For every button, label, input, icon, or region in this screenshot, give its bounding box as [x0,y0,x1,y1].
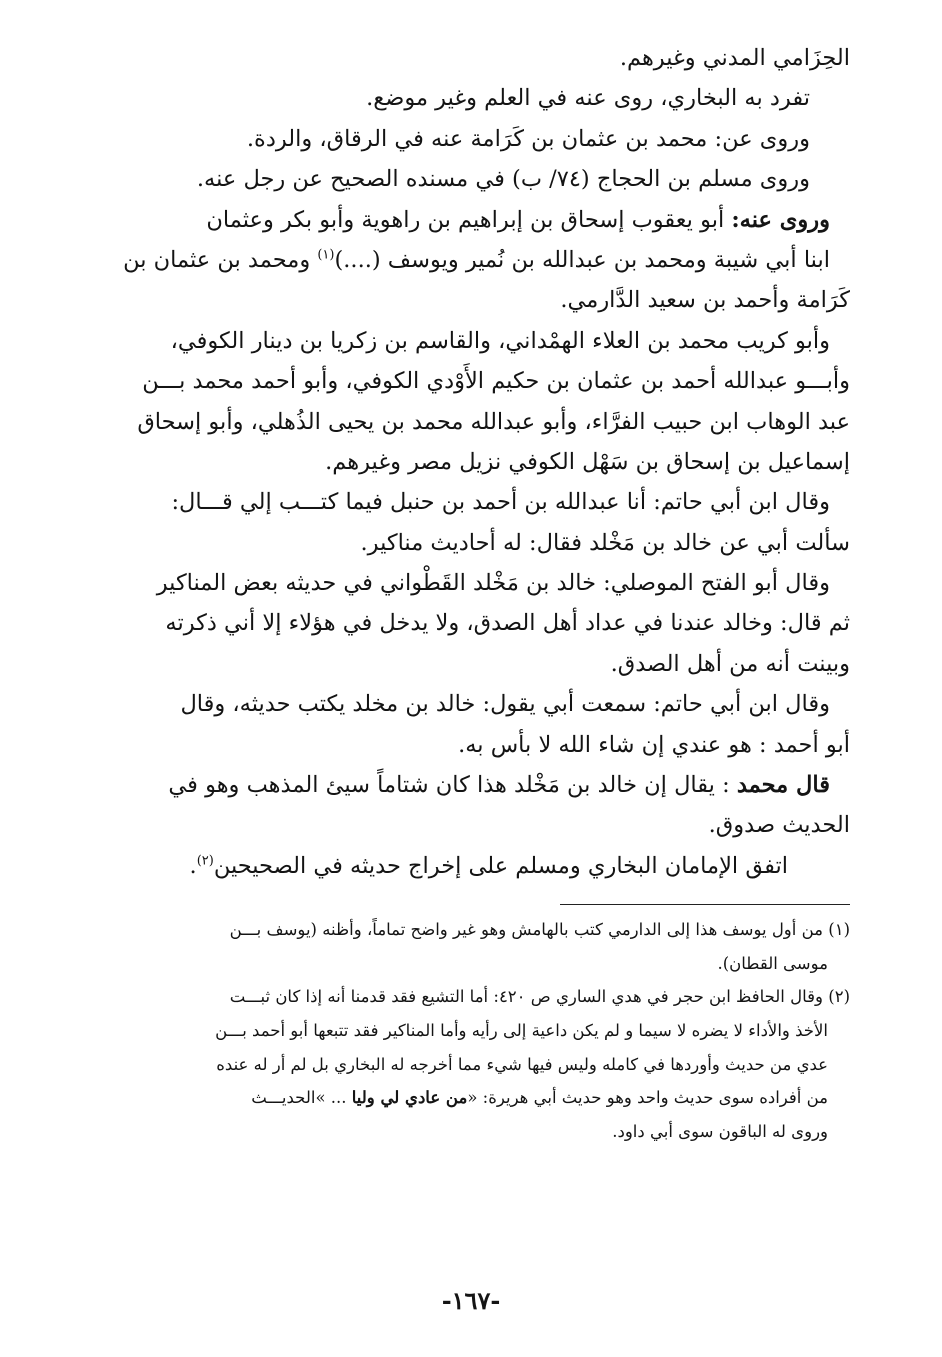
footnotes [108,913,850,1148]
text-line: وروى عن: محمد بن عثمان بن كَرَامة عنه في الرقاق، والردة. [246,125,810,152]
text-line: وأبو كريب محمد بن العلاء الهمْداني، والقاسم بن زكريا بن دينار الكوفي، [170,327,830,354]
page-number: -١٦٧- [441,1286,501,1315]
hadith-quote: من عادي لي وليا [351,1088,468,1108]
footnote-divider [560,904,850,905]
footnote-ref: (١) [317,247,335,263]
text-line: وروى عنه: أبو يعقوب إسحاق بن إبراهيم بن راهوية وأبو بكر وعثمان [206,206,830,233]
text-line: وقال أبو الفتح الموصلي: خالد بن مَخْلد القَطْواني في حديثه بعض المناكير [156,570,830,597]
text-line: ثم قال: وخالد عندنا في عداد أهل الصدق، ولا يدخل في هؤلاء إلا أني ذكرته [165,610,850,637]
text-line: الحديث صدوق. [708,812,850,839]
footnote-line: الأخذ والأداء لا يضره لا سيما و لم يكن داعية إلى رأيه وأما المناكير فقد تتبعها أبو أحمد بـــن [215,1020,828,1040]
text-line: وروى مسلم بن الحجاج (٧٤/ ب) في مسنده الصحيح عن رجل عنه. [196,166,810,193]
text-line: إسماعيل بن إسحاق بن سَهْل الكوفي نزيل مصر وغيرهم. [325,448,850,475]
text-line: سألت أبي عن خالد بن مَخْلد فقال: له أحاديث مناكير. [360,529,850,556]
footnote-line: من أفراده سوى حديث واحد وهو حديث أبي هريرة: «من عادي لي وليا ... »الحديـــث [251,1088,828,1108]
section-label: قال محمد [736,772,830,799]
footnote-line: (١) من أول يوسف هذا إلى الدارمي كتب بالهامش وهو غير واضح تماماً، وأظنه (يوسف بـــن [229,920,850,940]
text-line: أبو أحمد : هو عندي إن شاء الله لا بأس به. [458,731,850,758]
main-text [108,38,850,886]
footnote-ref: (٢) [196,853,214,869]
text-line: اتفق الإمامان البخاري ومسلم على إخراج حديثه في الصحيحين$^{(٢)}$. [189,852,788,879]
text-line: وقال ابن أبي حاتم: أنا عبدالله بن أحمد بن حنبل فيما كتـــب إلي قـــال: [171,489,830,516]
footnote-line: موسى القطان). [717,953,828,973]
text-line: وقال ابن أبي حاتم: سمعت أبي يقول: خالد بن مخلد يكتب حديثه، وقال [180,691,830,718]
footnote-line: وروى له الباقون سوى أبي داود. [612,1121,828,1141]
text-line: تفرد به البخاري، روى عنه في العلم وغير موضع. [366,85,810,112]
footnote-line: عدي من حديث وأوردها في كامله وليس فيها شيء مما أخرجه له البخاري بل لم أر له عنده [216,1054,828,1074]
text-line: كَرَامة وأحمد بن سعيد الدَّارمي. [560,287,850,314]
text-line: قال محمد : يقال إن خالد بن مَخْلد هذا كان شتاماً سيئ المذهب وهو في [168,772,830,799]
section-label: وروى عنه: [731,206,830,233]
text-line: الحِزَامي المدني وغيرهم. [619,45,850,71]
text-line: عبد الوهاب ابن حبيب الفرَّاء، وأبو عبدالله محمد بن يحيى الذُهلي، وأبو إسحاق [137,408,850,435]
text-line: ابنا أبي شيبة ومحمد بن عبدالله بن نُمير ويوسف (....)$^{(١)}$ ومحمد بن عثمان بن [123,246,830,273]
footnote-line: (٢) وقال الحافظ ابن حجر في هدي الساري ص ٤٢٠: أما التشيع فقد قدمنا أنه إذا كان ثبـــت [229,987,850,1007]
text-line: وبينت أنه من أهل الصدق. [610,650,850,677]
text-line: وأبـــو عبدالله أحمد بن عثمان بن حكيم الأَوْدي الكوفي، وأبو أحمد محمد بـــن [142,368,850,395]
